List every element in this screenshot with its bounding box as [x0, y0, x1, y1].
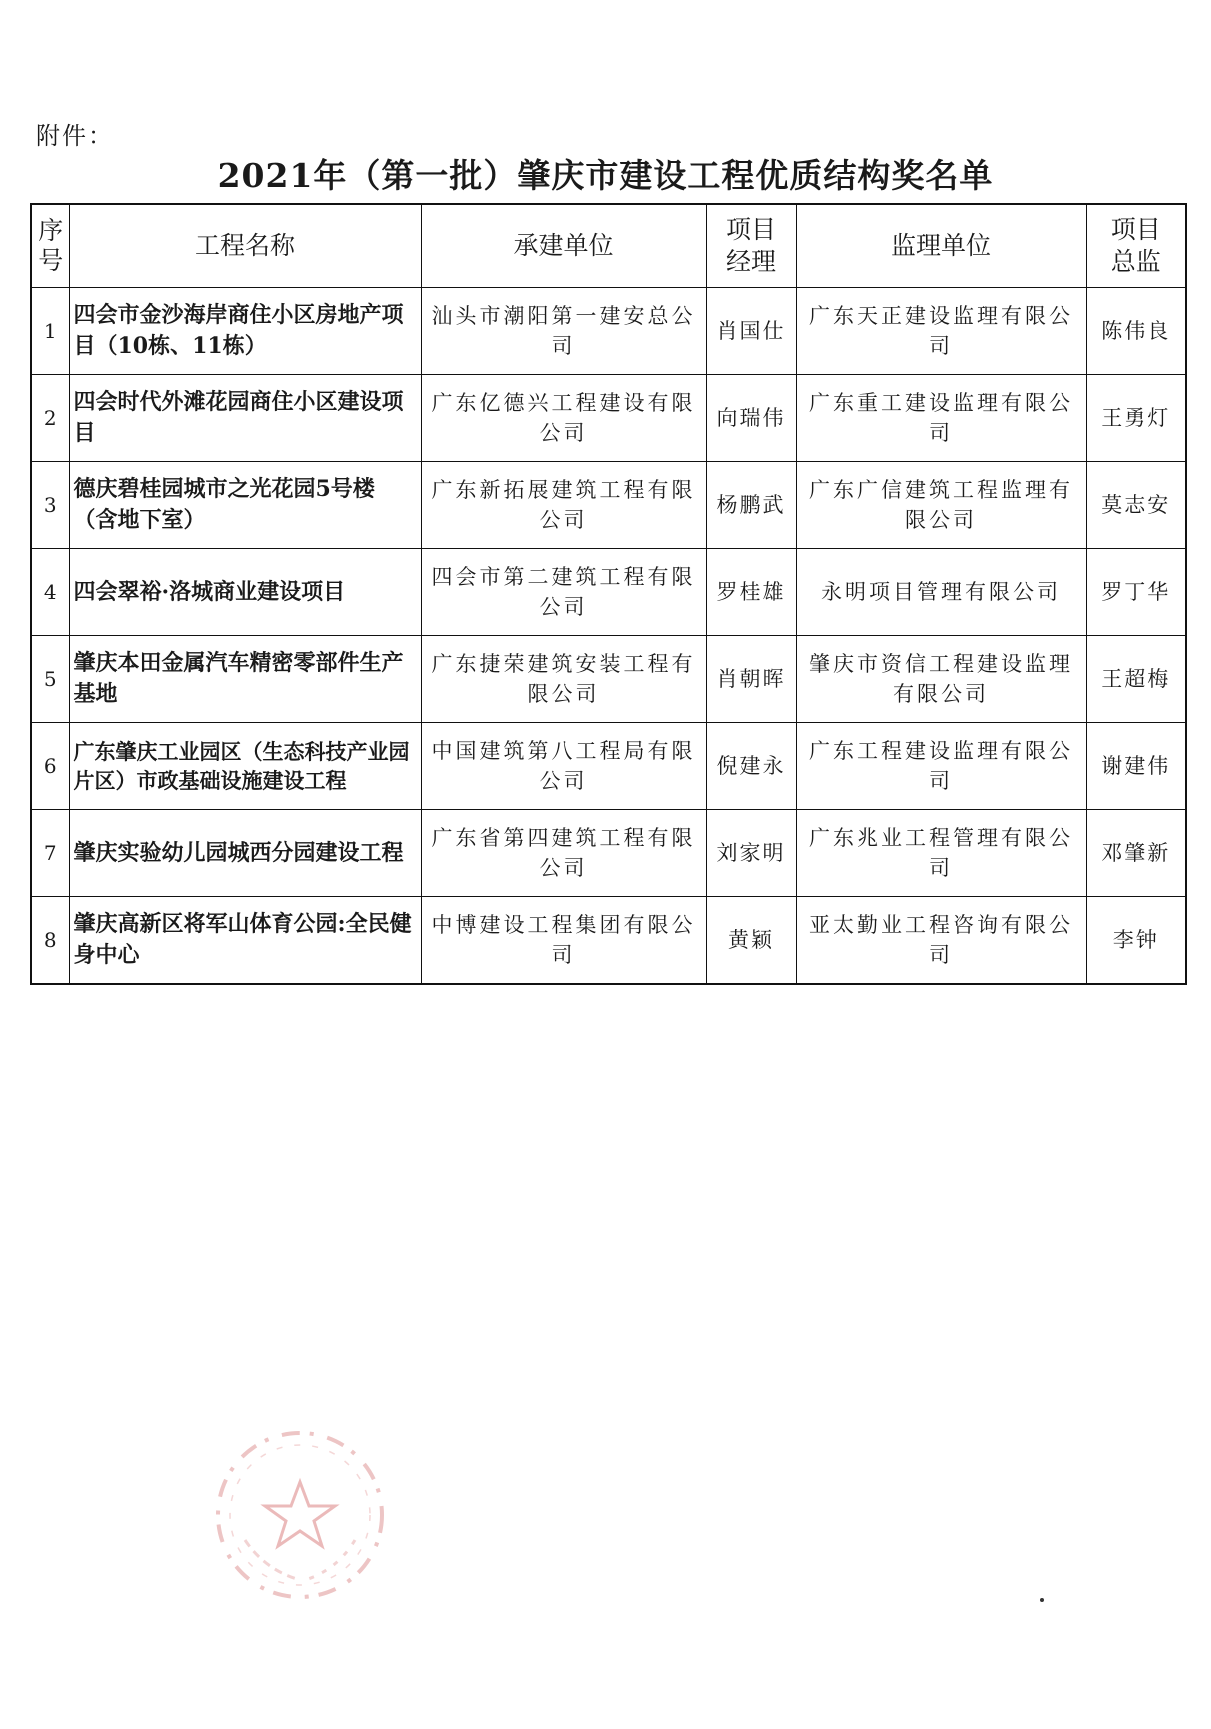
row-contractor: 广东亿德兴工程建设有限公司: [421, 375, 706, 462]
row-chief-supervisor: 王勇灯: [1086, 375, 1186, 462]
award-list-table: [30, 203, 1187, 985]
row-no: 1: [31, 288, 69, 375]
row-chief-supervisor: 王超梅: [1086, 636, 1186, 723]
row-project-name: 四会市金沙海岸商住小区房地产项目（10栋、11栋）: [69, 288, 421, 375]
table-row: [31, 375, 1186, 462]
row-contractor: 广东新拓展建筑工程有限公司: [421, 462, 706, 549]
row-chief-supervisor: 谢建伟: [1086, 723, 1186, 810]
document-title: 2021年（第一批）肇庆市建设工程优质结构奖名单: [217, 156, 994, 195]
header-chief-supervisor-label: 项目总监: [1110, 215, 1161, 276]
header-supervisor: 监理单位: [796, 204, 1086, 288]
row-contractor: 汕头市潮阳第一建安总公司: [421, 288, 706, 375]
row-project-manager: 黄颖: [706, 897, 796, 985]
attachment-label: 附件：: [36, 122, 114, 150]
row-chief-supervisor: 陈伟良: [1086, 288, 1186, 375]
table-row: [31, 897, 1186, 985]
row-project-manager: 罗桂雄: [706, 549, 796, 636]
row-no: 4: [31, 549, 69, 636]
row-no: 7: [31, 810, 69, 897]
official-seal-mark: [205, 1420, 395, 1610]
row-supervisor: 广东重工建设监理有限公司: [796, 375, 1086, 462]
row-chief-supervisor: 罗丁华: [1086, 549, 1186, 636]
table-header-row: [31, 204, 1186, 288]
row-chief-supervisor: 李钟: [1086, 897, 1186, 985]
row-supervisor: 肇庆市资信工程建设监理有限公司: [796, 636, 1086, 723]
row-chief-supervisor: 莫志安: [1086, 462, 1186, 549]
header-chief-supervisor: [1086, 204, 1186, 288]
table-row: [31, 288, 1186, 375]
row-contractor: 中博建设工程集团有限公司: [421, 897, 706, 985]
row-project-name: 肇庆实验幼儿园城西分园建设工程: [69, 810, 421, 897]
table-row: [31, 636, 1186, 723]
row-contractor: 四会市第二建筑工程有限公司: [421, 549, 706, 636]
header-project-name: 工程名称: [69, 204, 421, 288]
scan-speck: [1040, 1598, 1044, 1602]
row-project-name: 德庆碧桂园城市之光花园5号楼（含地下室）: [69, 462, 421, 549]
row-no: 5: [31, 636, 69, 723]
row-supervisor: 永明项目管理有限公司: [796, 549, 1086, 636]
row-project-name: 四会时代外滩花园商住小区建设项目: [69, 375, 421, 462]
row-no: 2: [31, 375, 69, 462]
row-supervisor: 广东广信建筑工程监理有限公司: [796, 462, 1086, 549]
row-project-name: 肇庆本田金属汽车精密零部件生产基地: [69, 636, 421, 723]
table-row: [31, 810, 1186, 897]
row-supervisor: 广东工程建设监理有限公司: [796, 723, 1086, 810]
row-no: 6: [31, 723, 69, 810]
header-no: [31, 204, 69, 288]
header-project-manager: [706, 204, 796, 288]
table-row: [31, 462, 1186, 549]
row-chief-supervisor: 邓肇新: [1086, 810, 1186, 897]
row-project-manager: 肖国仕: [706, 288, 796, 375]
row-project-name: 广东肇庆工业园区（生态科技产业园片区）市政基础设施建设工程: [69, 723, 421, 810]
table-row: [31, 549, 1186, 636]
row-supervisor: 广东天正建设监理有限公司: [796, 288, 1086, 375]
row-contractor: 广东捷荣建筑安装工程有限公司: [421, 636, 706, 723]
row-project-manager: 倪建永: [706, 723, 796, 810]
row-project-manager: 刘家明: [706, 810, 796, 897]
row-no: 8: [31, 897, 69, 985]
row-project-name: 肇庆高新区将军山体育公园:全民健身中心: [69, 897, 421, 985]
row-project-manager: 向瑞伟: [706, 375, 796, 462]
row-no: 3: [31, 462, 69, 549]
header-no-label: 序号: [38, 216, 64, 275]
table-row: [31, 723, 1186, 810]
row-contractor: 广东省第四建筑工程有限公司: [421, 810, 706, 897]
row-supervisor: 广东兆业工程管理有限公司: [796, 810, 1086, 897]
header-project-manager-label: 项目经理: [725, 215, 776, 276]
row-project-manager: 杨鹏武: [706, 462, 796, 549]
row-supervisor: 亚太勤业工程咨询有限公司: [796, 897, 1086, 985]
row-contractor: 中国建筑第八工程局有限公司: [421, 723, 706, 810]
row-project-name: 四会翠裕·洛城商业建设项目: [69, 549, 421, 636]
row-project-manager: 肖朝晖: [706, 636, 796, 723]
header-contractor: 承建单位: [421, 204, 706, 288]
